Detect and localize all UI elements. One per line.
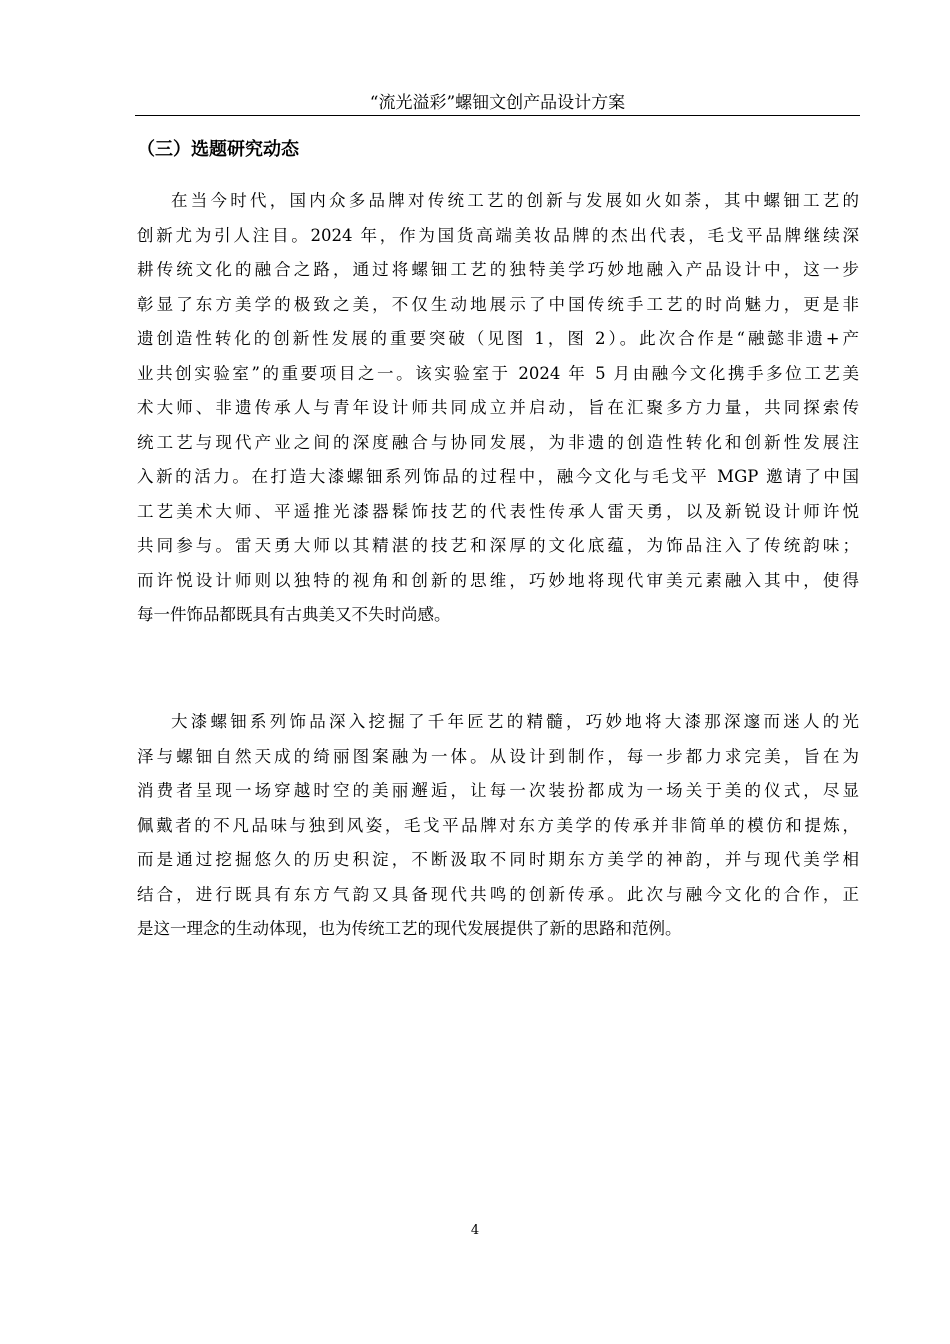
paragraph-line: 泽与螺钿自然天成的绮丽图案融为一体。从设计到制作，每一步都力求完美，旨在为 bbox=[137, 746, 859, 766]
section-heading: （三）选题研究动态 bbox=[137, 139, 299, 160]
paragraph-line: 遗创造性转化的创新性发展的重要突破（见图 1，图 2）。此次合作是“融懿非遗+产 bbox=[137, 329, 859, 348]
paragraph-line: 大漆螺钿系列饰品深入挖掘了千年匠艺的精髓，巧妙地将大漆那深邃而迷人的光 bbox=[171, 712, 859, 731]
page-header-title: “流光溢彩”螺钿文创产品设计方案 bbox=[369, 93, 626, 113]
paragraph-line: 工艺美术大师、平遥推光漆器髹饰技艺的代表性传承人雷天勇，以及新锐设计师许悦 bbox=[137, 501, 859, 521]
paragraph-line: 结合，进行既具有东方气韵又具备现代共鸣的创新传承。此次与融今文化的合作，正 bbox=[137, 884, 859, 904]
page-number: 4 bbox=[470, 1223, 480, 1238]
paragraph-line: 彰显了东方美学的极致之美，不仅生动地展示了中国传统手工艺的时尚魅力，更是非 bbox=[137, 294, 859, 314]
paragraph-line: 耕传统文化的融合之路，通过将螺钿工艺的独特美学巧妙地融入产品设计中，这一步 bbox=[137, 260, 859, 279]
paragraph-line: 统工艺与现代产业之间的深度融合与协同发展，为非遗的创造性转化和创新性发展注 bbox=[137, 432, 859, 452]
paragraph-line: 在当今时代，国内众多品牌对传统工艺的创新与发展如火如荼，其中螺钿工艺的 bbox=[171, 191, 859, 210]
paragraph-line: 创新尤为引人注目。2024 年，作为国货高端美妆品牌的杰出代表，毛戈平品牌继续深 bbox=[137, 225, 859, 245]
paragraph-line: 业共创实验室”的重要项目之一。该实验室于 2024 年 5 月由融今文化携手多位工艺美 bbox=[137, 363, 859, 383]
paragraph-line: 入新的活力。在打造大漆螺钿系列饰品的过程中，融今文化与毛戈平 MGP 邀请了中国 bbox=[137, 467, 859, 486]
paragraph-line: 是这一理念的生动体现，也为传统工艺的现代发展提供了新的思路和范例。 bbox=[137, 919, 682, 938]
paragraph-line: 共同参与。雷天勇大师以其精湛的技艺和深厚的文化底蕴，为饰品注入了传统韵味； bbox=[137, 536, 859, 555]
paragraph-line: 消费者呈现一场穿越时空的美丽邂逅，让每一次装扮都成为一场关于美的仪式，尽显 bbox=[137, 781, 859, 800]
paragraph-line: 而许悦设计师则以独特的视角和创新的思维，巧妙地将现代审美元素融入其中，使得 bbox=[137, 570, 859, 590]
paragraph-line: 术大师、非遗传承人与青年设计师共同成立并启动，旨在汇聚多方力量，共同探索传 bbox=[137, 398, 859, 417]
paragraph-line: 而是通过挖掘悠久的历史积淀，不断汲取不同时期东方美学的神韵，并与现代美学相 bbox=[137, 850, 859, 869]
header-divider bbox=[135, 115, 860, 116]
paragraph-line: 佩戴者的不凡品味与独到风姿，毛戈平品牌对东方美学的传承并非简单的模仿和提炼， bbox=[137, 815, 859, 835]
paragraph-1 bbox=[137, 184, 859, 633]
paragraph-line: 每一件饰品都既具有古典美又不失时尚感。 bbox=[137, 605, 451, 624]
paragraph-2 bbox=[137, 705, 859, 947]
